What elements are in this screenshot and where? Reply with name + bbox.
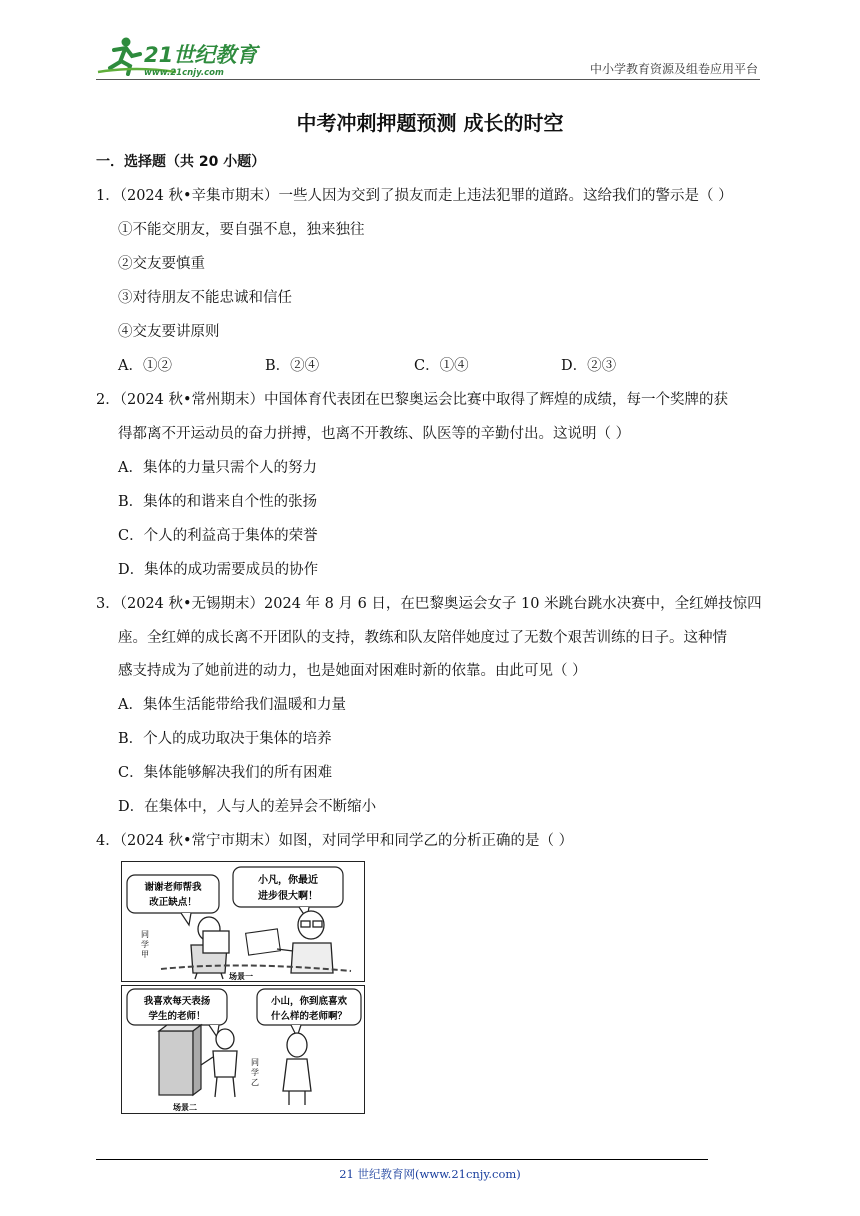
header-divider [96,79,760,80]
svg-text:同: 同 [251,1058,259,1067]
option-d: D．在集体中，人与人的差异会不断缩小 [118,799,377,815]
option-a: A．集体生活能带给我们温暖和力量 [118,697,346,713]
option-b: B．个人的成功取决于集体的培养 [118,731,332,747]
option-a: A．集体的力量只需个人的努力 [118,460,317,476]
logo-url: www.21cnjy.com [144,68,224,78]
question-stem-continued: 得都离不开运动员的奋力拼搏，也离不开教练、队医等的辛勤付出。这说明（ ） [118,426,631,442]
option-c: C．①④ [414,358,469,374]
speech-text: 我喜欢每天表扬 [143,996,211,1007]
speech-text: 小凡，你最近 [258,875,318,886]
speech-text: 谢谢老师帮我 [144,882,202,893]
footer-link[interactable]: 21 世纪教育网(www.21cnjy.com) [339,1167,521,1181]
option-d: D．集体的成功需要成员的协作 [118,562,319,578]
question-stem: 4．（2024 秋•常宁市期末）如图，对同学甲和同学乙的分析正确的是（ ） [96,833,574,849]
speech-text: 学生的老师！ [148,1011,206,1022]
svg-text:乙: 乙 [251,1078,259,1087]
svg-text:甲: 甲 [141,950,149,959]
option-c: C．个人的利益高于集体的荣誉 [118,528,318,544]
scene-two-panel [122,986,365,1114]
question-stem: 2．（2024 秋•常州期末）中国体育代表团在巴黎奥运会比赛中取得了辉煌的成绩，每一个奖牌的获 [96,392,729,408]
question-stem-continued: 感支持成为了她前进的动力，也是她面对困难时新的依靠。由此可见（ ） [118,663,587,679]
question-stem: 3．（2024 秋•无锡期末）2024 年 8 月 6 日，在巴黎奥运会女子 10 米跳台跳水决赛中，全红婵技惊四 [96,596,762,612]
page-header [96,32,760,80]
student-label [251,1058,259,1087]
option-c: C．集体能够解决我们的所有困难 [118,765,333,781]
option-d: D．②③ [561,358,617,374]
cartoon-figure [121,861,365,1114]
footer-divider [96,1159,708,1160]
pillar [159,1025,201,1095]
svg-text:同: 同 [141,930,149,939]
document-title: 中考冲刺押题预测 成长的时空 [296,111,564,135]
scene-one-panel [122,862,365,982]
statement: ①不能交朋友，要自强不息，独来独往 [118,222,365,238]
option-b: B．集体的和谐来自个性的张扬 [118,494,318,510]
section-heading: 一．选择题（共 20 小题） [96,154,266,170]
speech-text: 什么样的老师啊？ [270,1011,348,1022]
statement: ②交友要慎重 [118,256,205,272]
statement: ③对待朋友不能忠诚和信任 [118,290,292,306]
option-a: A．①② [118,358,172,374]
scene-caption: 场景二 [173,1103,197,1112]
scene-caption: 场景一 [229,972,253,981]
logo-text: 21世纪教育 [144,43,258,67]
speech-text: 进步很大啊！ [258,891,318,902]
student-label [141,930,149,959]
question-stem: 1．（2024 秋•辛集市期末）一些人因为交到了损友而走上违法犯罪的道路。这给我们的警示是（ ） [96,188,733,204]
site-logo [96,36,266,78]
platform-label: 中小学教育资源及组卷应用平台 [589,62,758,76]
svg-text:学: 学 [251,1068,259,1077]
svg-text:学: 学 [141,940,149,949]
statement: ④交友要讲原则 [118,324,220,340]
speech-text: 小山，你到底喜欢 [270,996,348,1007]
speech-text: 改正缺点！ [149,897,197,908]
question-stem-continued: 座。全红婵的成长离不开团队的支持，教练和队友陪伴她度过了无数个艰苦训练的日子。这种情 [118,630,727,646]
option-b: B．②④ [265,358,320,374]
